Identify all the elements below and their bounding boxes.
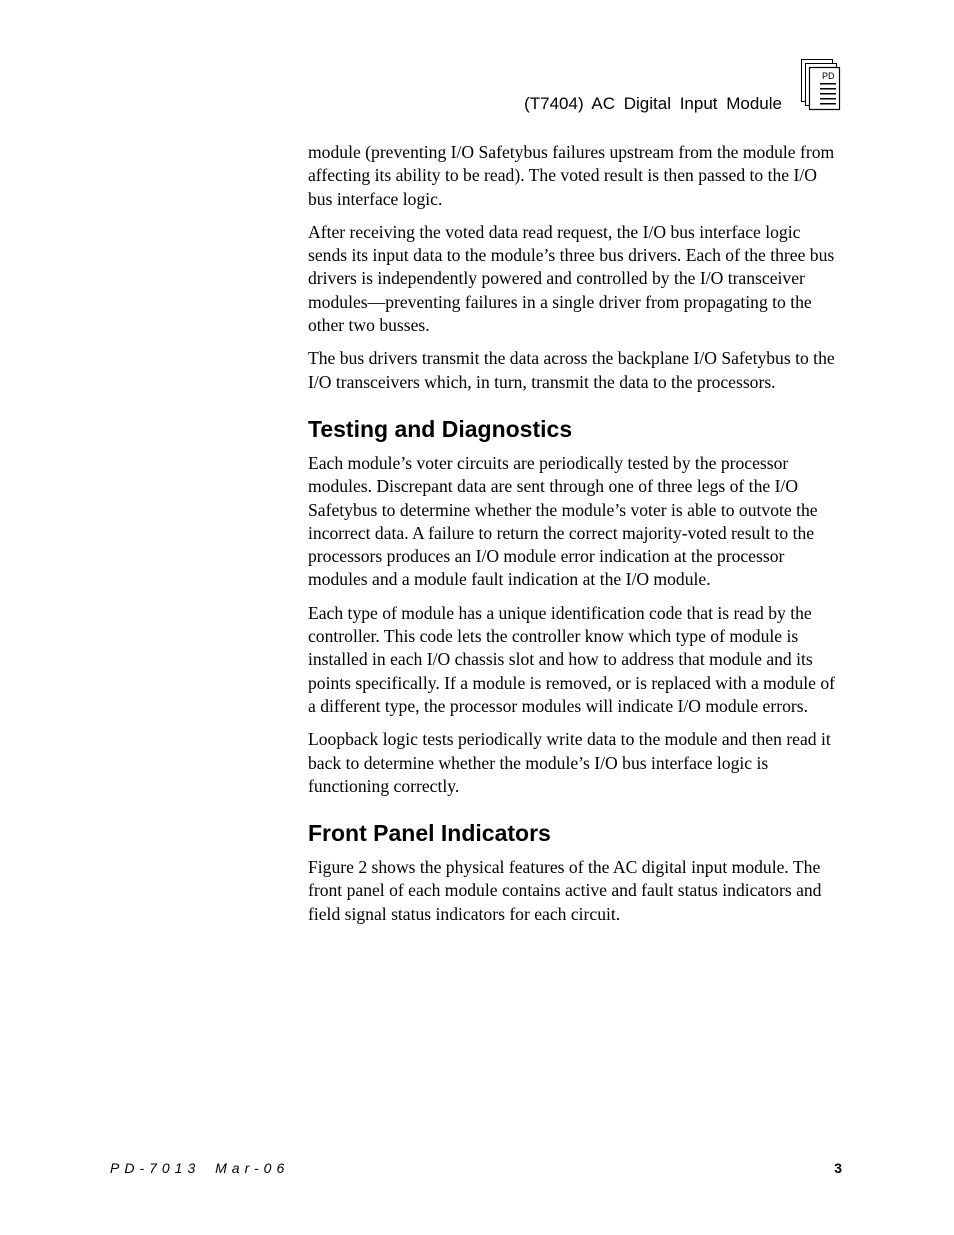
body-paragraph: After receiving the voted data read request, the I/O bus interface logic sends its input data to the module’s three bus drivers. Each of the three bus drivers is independently powered and controlled by the I/O transceiver modules—preventing failures in a single driver from propagating to the other two busses. [308, 221, 835, 336]
pd-logo-text: PD [822, 71, 835, 81]
pd-document-icon [801, 59, 841, 111]
footer-document-id: PD-7013 Mar-06 [110, 1160, 290, 1176]
body-paragraph: module (preventing I/O Safetybus failures upstream from the module from affecting its ability to be read). The voted result is then passed to the I/O bus interface logic. [308, 142, 835, 209]
section-heading-testing-and-diagnostics: Testing and Diagnostics [308, 415, 573, 442]
footer-page-number: 3 [834, 1160, 842, 1176]
body-paragraph: Loopback logic tests periodically write data to the module and then read it back to determine whether the module’s I/O bus interface logic is functioning correctly. [308, 729, 831, 796]
body-paragraph: Each type of module has a unique identification code that is read by the controller. This code lets the controller know which type of module is installed in each I/O chassis slot and how to address that module and its points specifically. If a module is removed, or is replaced with a module of a different type, the processor modules will indicate I/O module errors. [308, 602, 836, 716]
body-paragraph: Figure 2 shows the physical features of the AC digital input module. The front panel of each module contains active and fault status indicators and field signal status indicators for each circuit. [308, 857, 822, 924]
section-heading-front-panel-indicators: Front Panel Indicators [308, 820, 551, 847]
body-paragraph: The bus drivers transmit the data across the backplane I/O Safetybus to the I/O transceivers which, in turn, transmit the data to the processors. [308, 348, 835, 392]
body-paragraph: Each module’s voter circuits are periodically tested by the processor modules. Discrepant data are sent through one of three legs of the I/O Safetybus to determine whether the module’s voter is able to outvote the incorrect data. A failure to return the correct majority-voted result to the processors produces an I/O module error indication at the processor modules and a module fault indication at the I/O module. [308, 452, 818, 590]
running-header-title: (T7404) AC Digital Input Module [524, 94, 782, 113]
body-column [308, 141, 838, 936]
